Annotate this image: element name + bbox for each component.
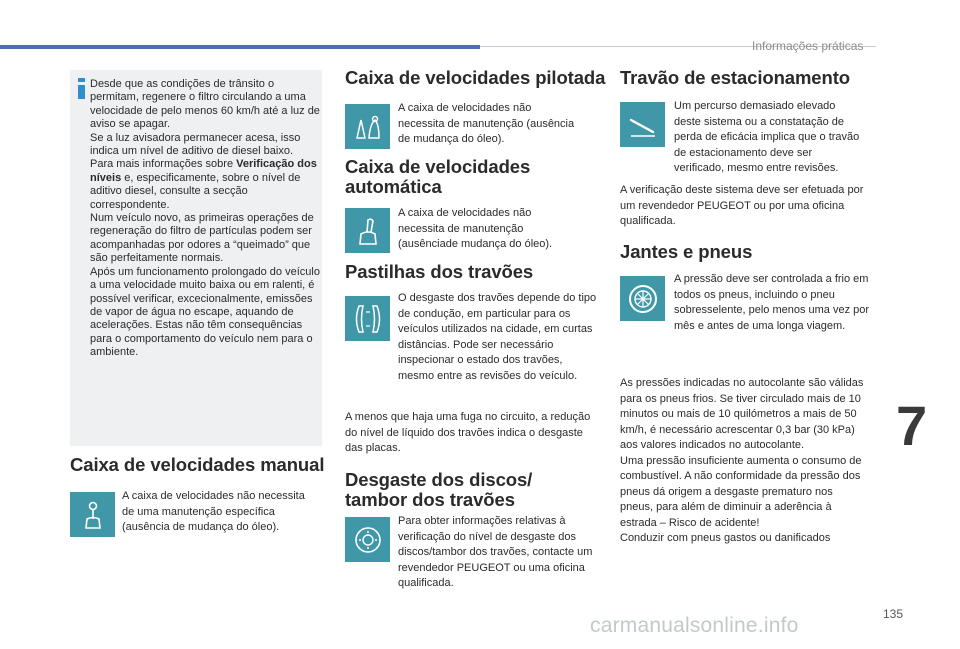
brake-pads-text: O desgaste dos travões depende do tipo de condução, em particular para os veículos utilizados na cidade, em curtas distâncias. Pode ser necessário inspecionar o estado dos travões, mesmo entre as revisões do veículo. xyxy=(398,292,597,382)
info-text-run: e, especificamente, sobre o nível de aditivo diesel, consulte a secção correspondente. xyxy=(90,171,301,211)
piloted-gearbox-text: A caixa de velocidades não necessita de manutenção (ausência de mudança do óleo). xyxy=(398,102,575,145)
tyre-paragraph: Uma pressão insuficiente aumenta o consumo de combustível. A não conformidade da pressão dos pneus dá origem a desgaste prematuro nos pneus, para além de diminuir a aderência à estrada – Risco de acidente! xyxy=(620,454,862,529)
brake-fluid-text: A menos que haja uma fuga no circuito, a redução do nível de líquido dos travões indica o desgaste das placas. xyxy=(345,411,591,454)
parking-brake-text: Um percurso demasiado elevado deste sistema ou a constatação de perda de eficácia implica que o travão de estacionamento deve ser verificado, mesmo entre revisões. xyxy=(674,100,860,174)
watermark: carmanualsonline.info xyxy=(590,614,799,637)
parking-brake-title: Travão de estacionamento xyxy=(620,67,850,88)
info-box-text xyxy=(90,78,320,360)
brake-pads-title: Pastilhas dos travões xyxy=(345,261,534,282)
brake-discs-text: Para obter informações relativas à verificação do nível de desgaste dos discos/tambor dos travões, contacte um revendedor PEUGEOT ou uma oficina qualificada. xyxy=(398,515,593,589)
wheel-tyre-icon xyxy=(620,276,665,321)
piloted-gearbox-title: Caixa de velocidades pilotada xyxy=(345,67,606,88)
brake-discs-title xyxy=(345,470,532,510)
header-accent-bar xyxy=(0,45,480,49)
brake-disc-icon xyxy=(345,517,390,562)
parking-brake-icon xyxy=(620,102,665,147)
info-paragraph: Se a luz avisadora permanecer acesa, isso indica um nível de aditivo de diesel baixo. xyxy=(90,131,301,158)
chapter-number: 7 xyxy=(896,394,928,457)
info-icon xyxy=(78,78,85,99)
tyre-pressure-text xyxy=(620,376,868,547)
manual-gearbox-text: A caixa de velocidades não necessita de uma manutenção específica (ausência de mudança do óleo). xyxy=(122,490,305,533)
title-line: Desgaste dos discos/ xyxy=(345,469,533,490)
automatic-gearbox-icon xyxy=(345,208,390,253)
title-line: Caixa de velocidades xyxy=(345,156,531,177)
page-number: 135 xyxy=(883,607,904,621)
tyre-paragraph: Conduzir com pneus gastos ou danificados xyxy=(620,532,831,544)
info-text-run: Para mais informações sobre xyxy=(90,158,237,171)
info-paragraph: Num veículo novo, as primeiras operações de regeneração do filtro de partículas podem ser acompanhadas por odores a “queimado” que são perfeitamente normais. xyxy=(90,212,314,265)
tyre-paragraph: As pressões indicadas no autocolante são válidas para os pneus frios. Se tiver circulado mais de 10 minutos ou mais de 10 quilómetros a mais de 50 km/h, é necessário acrescentar 0,3 bar (30 kPa) aos valores indicados no autocolante. xyxy=(620,377,864,451)
info-paragraph: Desde que as condições de trânsito o permitam, regenere o filtro circulando a uma velocidade de pelo menos 60 km/h até a luz de aviso se apagar. xyxy=(90,78,320,131)
brake-pads-icon xyxy=(345,296,390,341)
title-line: tambor dos travões xyxy=(345,489,515,510)
section-title: Informações práticas xyxy=(752,39,864,53)
wheels-tyres-title: Jantes e pneus xyxy=(620,241,753,262)
piloted-gearbox-icon xyxy=(345,104,390,149)
manual-gearbox-icon xyxy=(70,492,115,537)
parking-brake-extra: A verificação deste sistema deve ser efetuada por um revendedor PEUGEOT ou por uma oficina qualificada. xyxy=(620,184,864,227)
info-text-bold: Verificação dos níveis xyxy=(90,158,317,184)
automatic-gearbox-title xyxy=(345,157,530,197)
info-paragraph: Após um funcionamento prolongado do veículo a uma velocidade muito baixa ou em ralenti, é possível verificar, excecionalmente, emissões de vapor de água no escape, aquando de acelerações. Estas não têm consequências para o comportamento do veículo nem para o ambiente. xyxy=(90,265,320,359)
title-line: automática xyxy=(345,176,442,197)
info-paragraph xyxy=(90,158,320,212)
manual-gearbox-title: Caixa de velocidades manual xyxy=(70,454,325,475)
automatic-gearbox-text: A caixa de velocidades não necessita de manutenção (ausênciade mudança do óleo). xyxy=(398,207,553,250)
wheels-tyres-text: A pressão deve ser controlada a frio em todos os pneus, incluindo o pneu sobresselente, pelo menos uma vez por mês e antes de uma longa viagem. xyxy=(674,273,870,332)
